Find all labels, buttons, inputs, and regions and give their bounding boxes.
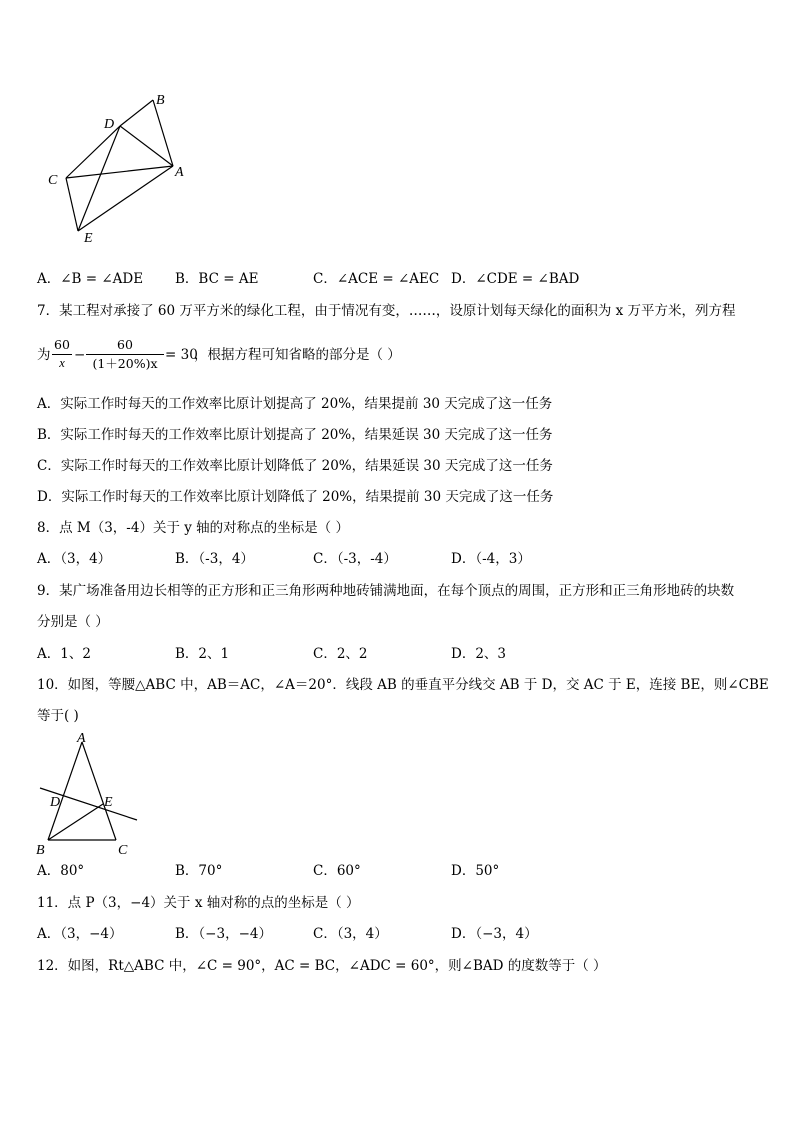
q7-frac1-bar — [52, 354, 72, 355]
label-e: E — [84, 231, 93, 246]
q7-option-c: C．实际工作时每天的工作效率比原计划降低了 20%，结果延误 30 天完成了这一任务 — [37, 458, 553, 474]
label-a: A — [175, 165, 184, 180]
q11-option-c: C．（3，4） — [313, 926, 388, 942]
label-e: E — [104, 795, 113, 810]
q10-option-c: C．60° — [313, 863, 361, 879]
q7-option-d: D．实际工作时每天的工作效率比原计划降低了 20%，结果提前 30 天完成了这一任务 — [37, 489, 554, 505]
q9-option-a: A．1、2 — [37, 646, 91, 662]
isosceles-triangle-figure — [32, 728, 147, 858]
q10-option-a: A．80° — [37, 863, 85, 879]
q7-frac1-den: x — [59, 356, 65, 370]
q11-option-a: A．（3，−4） — [37, 926, 123, 942]
label-d: D — [104, 117, 115, 132]
q7-stem: 7．某工程对承接了 60 万平方米的绿化工程，由于情况有变，……，设原计划每天绿化的面积为 x 万平方米，列方程 — [37, 303, 736, 319]
label-b: B — [156, 93, 165, 108]
q9-stem-line2: 分别是（ ） — [37, 614, 109, 630]
label-d: D — [50, 795, 61, 810]
q7-suffix: ，根据方程可知省略的部分是（ ） — [194, 347, 401, 363]
label-c: C — [48, 173, 58, 188]
q11-stem: 11．点 P（3，−4）关于 x 轴对称的点的坐标是（ ） — [37, 895, 360, 911]
q8-stem: 8．点 M（3，-4）关于 y 轴的对称点的坐标是（ ） — [37, 520, 349, 536]
label-c: C — [118, 843, 128, 858]
q8-option-c: C．（-3，-4） — [313, 551, 397, 567]
q6-option-b: B．BC = AE — [175, 271, 259, 287]
q11-option-d: D．（−3，4） — [451, 926, 538, 942]
label-a: A — [77, 731, 86, 746]
q10-stem-line2: 等于( ) — [37, 708, 79, 724]
q11-option-b: B．（−3，−4） — [175, 926, 272, 942]
q7-frac1-num: 60 — [54, 337, 70, 352]
q6-option-d: D．∠CDE = ∠BAD — [451, 271, 580, 287]
q7-option-b: B．实际工作时每天的工作效率比原计划提高了 20%，结果延误 30 天完成了这一任务 — [37, 427, 553, 443]
q7-equals: = 30 — [165, 347, 198, 363]
q7-frac2-num: 60 — [117, 337, 133, 352]
q9-option-d: D．2、3 — [451, 646, 507, 662]
q10-option-b: B．70° — [175, 863, 223, 879]
q7-frac2-den: (1＋20%)x — [92, 356, 158, 371]
q7-option-a: A．实际工作时每天的工作效率比原计划提高了 20%，结果提前 30 天完成了这一任务 — [37, 396, 553, 412]
q10-option-d: D．50° — [451, 863, 500, 879]
q7-frac2-bar — [86, 354, 164, 355]
q8-option-b: B．（-3，4） — [175, 551, 254, 567]
label-b: B — [36, 843, 45, 858]
q12-stem: 12．如图，Rt△ABC 中，∠C = 90°，AC = BC，∠ADC = 60°，则∠BAD 的度数等于（ ） — [37, 958, 607, 974]
q6-option-c: C．∠ACE = ∠AEC — [313, 271, 440, 287]
q8-option-a: A．（3，4） — [37, 551, 112, 567]
q8-option-d: D．（-4，3） — [451, 551, 531, 567]
q6-option-a: A．∠B = ∠ADE — [37, 271, 144, 287]
q7-minus: − — [74, 347, 86, 363]
q9-option-b: B．2、1 — [175, 646, 230, 662]
q9-stem-line1: 9．某广场准备用边长相等的正方形和正三角形两种地砖铺满地面，在每个顶点的周围，正方形和正三角形地砖的块数 — [37, 583, 735, 599]
quadrilateral-figure — [40, 88, 200, 248]
q10-stem-line1: 10．如图，等腰△ABC 中，AB＝AC，∠A＝20°．线段 AB 的垂直平分线交 AB 于 D，交 AC 于 E，连接 BE，则∠CBE — [37, 677, 769, 693]
q7-prefix: 为 — [37, 347, 51, 363]
q9-option-c: C．2、2 — [313, 646, 368, 662]
